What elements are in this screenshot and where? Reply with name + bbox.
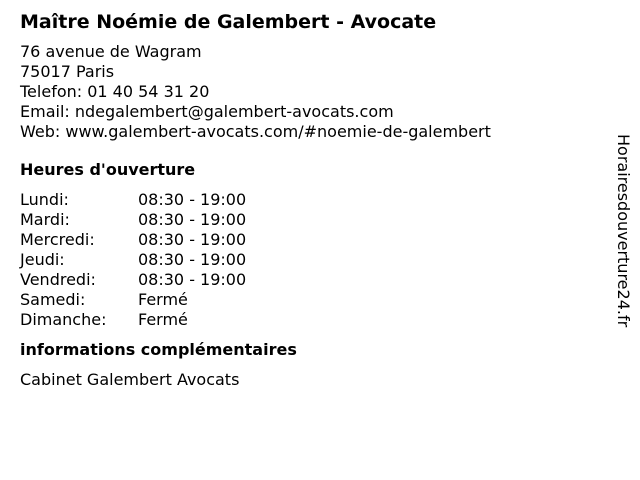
address-block: [20, 42, 600, 142]
day-label: Dimanche:: [20, 310, 107, 329]
day-hours: 08:30 - 19:00: [138, 270, 247, 289]
side-brand-text: Horairesdouverture24.fr: [614, 134, 633, 328]
email-line: Email: ndegalembert@galembert-avocats.com: [20, 102, 394, 121]
additional-info-text: Cabinet Galembert Avocats: [20, 370, 240, 389]
street-address: 76 avenue de Wagram: [20, 42, 202, 61]
day-label: Mardi:: [20, 210, 70, 229]
hours-row-thursday: [20, 250, 246, 270]
hours-row-sunday: [20, 310, 246, 330]
day-hours: 08:30 - 19:00: [138, 190, 247, 209]
postal-city: 75017 Paris: [20, 62, 115, 81]
day-label: Samedi:: [20, 290, 86, 309]
business-title: Maître Noémie de Galembert - Avocate: [20, 11, 437, 33]
additional-info-heading: informations complémentaires: [20, 340, 297, 359]
hours-row-friday: [20, 270, 246, 290]
day-hours: 08:30 - 19:00: [138, 230, 247, 249]
hours-row-monday: [20, 190, 246, 210]
hours-row-tuesday: [20, 210, 246, 230]
day-label: Vendredi:: [20, 270, 96, 289]
day-hours: 08:30 - 19:00: [138, 210, 247, 229]
day-label: Jeudi:: [20, 250, 65, 269]
business-card: [20, 10, 600, 390]
hours-row-wednesday: [20, 230, 246, 250]
opening-hours-table: [20, 190, 246, 330]
opening-hours-heading: Heures d'ouverture: [20, 160, 196, 179]
day-hours: Fermé: [138, 310, 188, 329]
day-hours: 08:30 - 19:00: [138, 250, 247, 269]
phone-line: Telefon: 01 40 54 31 20: [20, 82, 210, 101]
day-label: Lundi:: [20, 190, 69, 209]
day-label: Mercredi:: [20, 230, 95, 249]
day-hours: Fermé: [138, 290, 188, 309]
website-line: Web: www.galembert-avocats.com/#noemie-de-galembert: [20, 122, 491, 141]
hours-row-saturday: [20, 290, 246, 310]
